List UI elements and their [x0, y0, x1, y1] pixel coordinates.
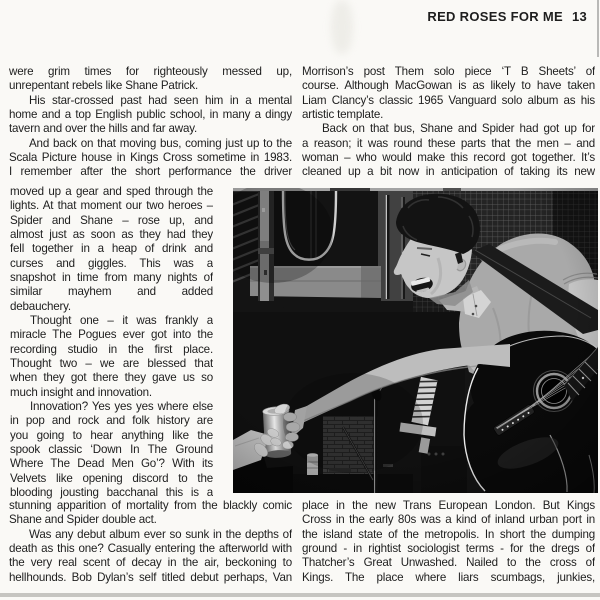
- stage-photo: [233, 188, 598, 493]
- text-line: Thatcher’s Great Unwashed. Nailed to the cross of: [302, 556, 595, 570]
- text-line: Scala Picture house in Kings Cross sometime in 1983.: [9, 150, 292, 164]
- text-line: Back on that bus, Shane and Spider had got up for: [322, 122, 595, 136]
- page-number: 13: [571, 9, 587, 24]
- text-line: course. Although MacGowan is as likely to have taken: [302, 79, 595, 93]
- text-line: woman – who would make this record got together. It’s: [302, 150, 595, 164]
- text-line: in pop and rock and folk history are: [10, 414, 213, 428]
- text-line: spook classic ‘Down In The Ground: [10, 442, 213, 456]
- text-line: cleaned up a bit now in anticipation of taking its new: [302, 165, 595, 179]
- text-line: artistic template.: [302, 107, 384, 121]
- text-line: were grim times for righteously messed up,: [9, 65, 292, 78]
- text-line: blooding jousting bacchanal this is a: [10, 485, 213, 499]
- text-line: home and a top English public school, in many a dingy: [9, 107, 292, 121]
- text-line: unrepentant rebels like Shane Patrick.: [9, 79, 199, 93]
- text-line: snapshot in time from many nights of: [10, 270, 213, 284]
- text-line: tavern and over the hills and far away.: [9, 122, 198, 136]
- left-column-lower: [9, 499, 292, 585]
- text-line: fell together in a heap of drink and: [10, 242, 213, 256]
- text-line: the island state of the metropolis. In short the dumping: [302, 527, 595, 541]
- text-line: Spider and Shane – rose up, and: [10, 213, 213, 227]
- text-line: almost just as soon as they had they: [10, 227, 213, 241]
- running-title: RED ROSES FOR ME: [427, 9, 563, 24]
- text-line: Liam Clancy’s classic 1965 Vanguard solo album as his: [302, 93, 595, 107]
- scan-smudge: [331, 0, 353, 54]
- text-line: Innovation? Yes yes yes where else: [30, 399, 213, 413]
- text-line: Velvets like opening discord to the: [10, 471, 213, 485]
- text-line: when they got there they gave us so: [10, 371, 213, 385]
- text-line: Was any debut album ever so sunk in the depths of: [29, 527, 292, 541]
- text-line: similar mayhem and added: [10, 285, 213, 299]
- left-column-narrow: [10, 185, 213, 500]
- text-line: moved up a gear and sped through the: [10, 185, 213, 198]
- text-line: Cross in the early 80s was a kind of inland urban port in: [302, 513, 595, 527]
- text-line: Where The Dead Men Go’? With its: [10, 457, 213, 471]
- text-line: recording studio in the first place.: [10, 342, 213, 356]
- text-line: much insight and innovation.: [10, 385, 152, 399]
- photo-vignette: [233, 188, 598, 493]
- text-line: And back on that moving bus, coming just up to the: [29, 136, 292, 150]
- text-line: His star-crossed past had seen him in a mental: [29, 93, 292, 107]
- stage-photo-art: [233, 188, 598, 493]
- text-line: place in the new Trans European London. But Kings: [302, 499, 595, 512]
- left-column-upper: [9, 65, 292, 180]
- right-column-upper: [302, 65, 595, 180]
- text-line: miracle The Pogues ever got into the: [10, 328, 213, 342]
- text-line: you going to hear anything like the: [10, 428, 213, 442]
- text-line: Shane and Spider double act.: [9, 513, 157, 527]
- text-line: curses and giggles. This was a: [10, 256, 213, 270]
- text-line: death as this one? Casually entering the afterworld with: [9, 541, 292, 555]
- text-line: lights. At that moment our two heroes –: [10, 199, 213, 213]
- text-line: the very real scent of decay in the air, beckoning to: [9, 556, 292, 570]
- text-line: Kings. The place where liars scumbags, junkies,: [302, 570, 595, 584]
- text-line: Thought two – we are blessed that: [10, 356, 213, 370]
- text-line: I remember after the short performance the driver: [9, 165, 292, 179]
- text-line: Thought one – it was frankly a: [30, 313, 213, 327]
- scan-edge-line: [597, 0, 599, 57]
- right-column-lower: [302, 499, 595, 585]
- text-line: Morrison’s post Them solo piece ‘T B Sheets’ of: [302, 65, 595, 78]
- scan-bottom-shadow: [0, 593, 600, 597]
- page-header: [427, 9, 587, 24]
- text-line: stunning apparition of mortality from the blackly comic: [9, 499, 292, 512]
- text-line: a reason; it was round these parts that the men – and: [302, 136, 595, 150]
- text-line: ground - in rightist sociologist terms - for the dregs of: [302, 541, 595, 555]
- text-line: debauchery.: [10, 299, 71, 313]
- text-line: hellhounds. Bob Dylan’s self titled debut perhaps, Van: [9, 570, 292, 584]
